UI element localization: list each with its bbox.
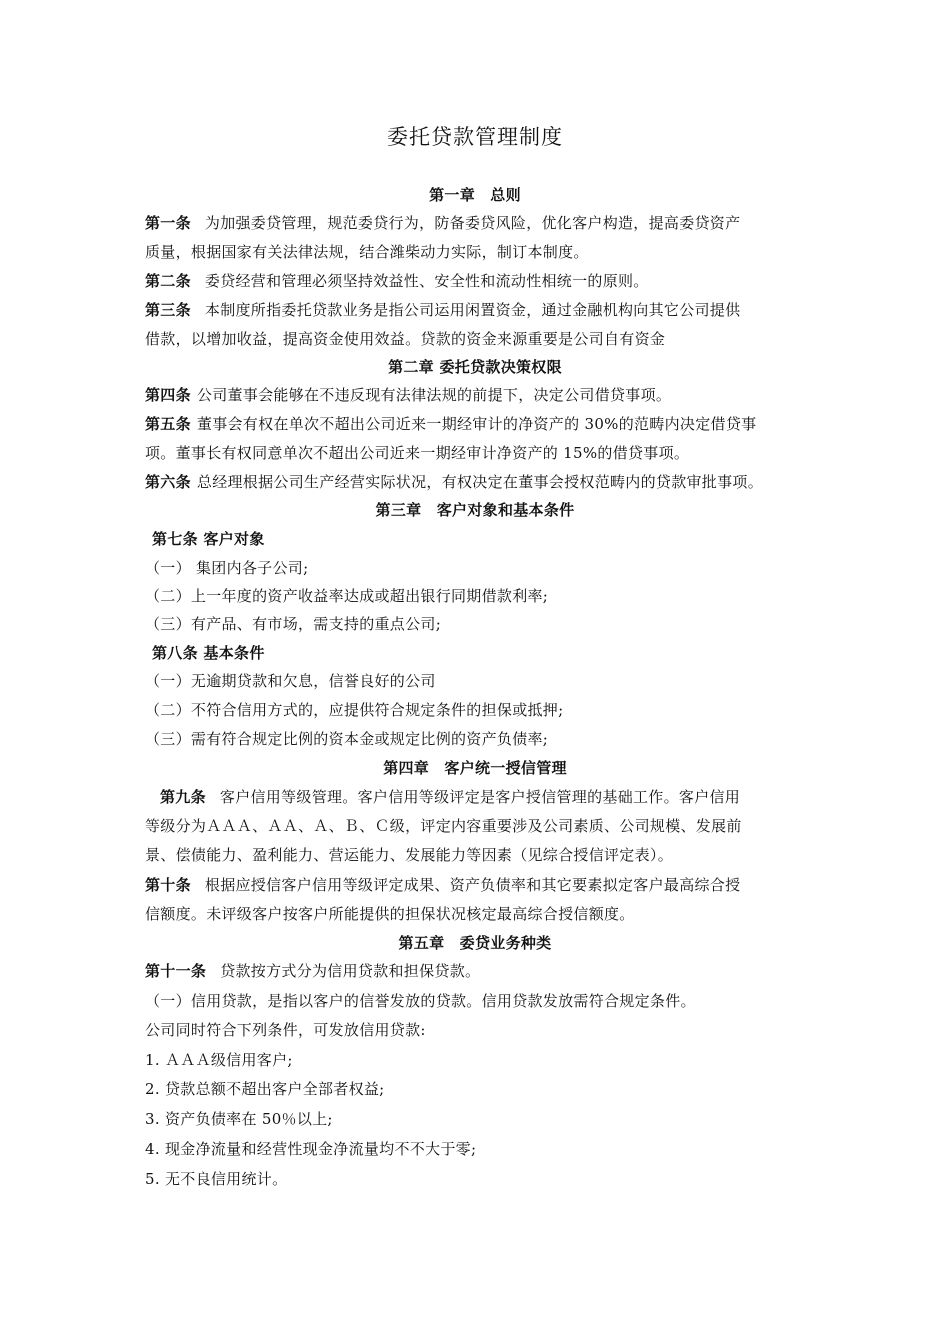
document-title: 委托贷款管理制度 <box>387 125 563 149</box>
article-8-item-3: （三）需有符合规定比例的资本金或规定比例的资产负债率; <box>145 730 549 748</box>
article-6 <box>145 471 825 493</box>
article-4-label: 第四条 <box>145 386 191 404</box>
credit-loan-conditions-intro: 公司同时符合下列条件，可发放信用贷款: <box>145 1021 426 1039</box>
article-9-line-1 <box>160 786 840 808</box>
article-7-item-2: （二）上一年度的资产收益率达成或超出银行同期借款利率; <box>145 587 549 605</box>
article-5-line-1 <box>145 413 825 435</box>
article-10-text: 根据应授信客户信用等级评定成果、资产负债率和其它要素拟定客户最高综合授 <box>204 876 741 894</box>
condition-item-3: 3. 资产负债率在 50％以上; <box>145 1110 333 1128</box>
article-8-heading: 第八条 基本条件 <box>152 644 265 662</box>
article-10-line-1 <box>145 874 825 896</box>
article-2 <box>145 270 825 292</box>
article-3-text: 本制度所指委托贷款业务是指公司运用闲置资金，通过金融机构向其它公司提供 <box>204 301 741 319</box>
article-9-text: 客户信用等级管理。客户信用等级评定是客户授信管理的基础工作。客户信用 <box>219 788 741 806</box>
article-1-text: 为加强委贷管理，规范委贷行为，防备委贷风险，优化客户构造，提高委贷资产 <box>204 214 741 232</box>
article-3-line-1 <box>145 299 825 321</box>
article-1-line-1 <box>145 212 825 234</box>
article-7-item-1: （一） 集团内各子公司; <box>145 559 309 577</box>
article-3-line-2: 借款，以增加收益，提高资金使用效益。贷款的资金来源重要是公司自有资金 <box>145 330 666 348</box>
article-2-label: 第二条 <box>145 272 191 290</box>
article-10-label: 第十条 <box>145 876 191 894</box>
chapter-1-heading: 第一章 总则 <box>429 186 521 204</box>
article-3-label: 第三条 <box>145 301 191 319</box>
condition-item-4: 4. 现金净流量和经营性现金净流量均不不大于零; <box>145 1140 477 1158</box>
article-9-line-2: 等级分为ＡＡＡ、ＡＡ、Ａ、Ｂ、Ｃ级，评定内容重要涉及公司素质、公司规模、发展前 <box>145 817 742 835</box>
chapter-2-heading: 第二章 委托贷款决策权限 <box>388 358 562 376</box>
article-8-item-2: （二）不符合信用方式的，应提供符合规定条件的担保或抵押; <box>145 701 564 719</box>
article-5-label: 第五条 <box>145 415 191 433</box>
article-9-line-3: 景、偿债能力、盈利能力、营运能力、发展能力等因素（见综合授信评定表）。 <box>145 846 674 864</box>
article-1-label: 第一条 <box>145 214 191 232</box>
article-10-line-2: 信额度。未评级客户按客户所能提供的担保状况核定最高综合授信额度。 <box>145 905 635 923</box>
article-11-text: 贷款按方式分为信用贷款和担保贷款。 <box>220 962 481 980</box>
condition-item-5: 5. 无不良信用统计。 <box>145 1170 288 1188</box>
article-4-text: 公司董事会能够在不违反现有法律法规的前提下，决定公司借贷事项。 <box>196 386 672 404</box>
article-2-text: 委贷经营和管理必须坚持效益性、安全性和流动性相统一的原则。 <box>204 272 649 290</box>
condition-item-2: 2. 贷款总额不超出客户全部者权益; <box>145 1080 385 1098</box>
article-5-line-2: 项。董事长有权同意单次不超出公司近来一期经审计净资产的 15%的借贷事项。 <box>145 444 690 462</box>
chapter-3-heading: 第三章 客户对象和基本条件 <box>375 501 575 519</box>
article-1-line-2: 质量，根据国家有关法律法规，结合潍柴动力实际，制订本制度。 <box>145 243 589 261</box>
article-7-item-3: （三）有产品、有市场，需支持的重点公司; <box>145 615 442 633</box>
article-6-text: 总经理根据公司生产经营实际状况，有权决定在董事会授权范畴内的贷款审批事项。 <box>196 473 764 491</box>
credit-loan-definition: （一）信用贷款，是指以客户的信誉发放的贷款。信用贷款发放需符合规定条件。 <box>145 992 696 1010</box>
article-8-item-1: （一）无逾期贷款和欠息，信誉良好的公司 <box>145 672 436 690</box>
condition-item-1: 1. ＡＡＡ级信用客户; <box>145 1051 293 1069</box>
article-11-label: 第十一条 <box>145 962 207 980</box>
article-6-label: 第六条 <box>145 473 191 491</box>
chapter-4-heading: 第四章 客户统一授信管理 <box>383 759 567 777</box>
article-11 <box>145 960 825 982</box>
article-7-heading: 第七条 客户对象 <box>152 530 265 548</box>
article-5-text: 董事会有权在单次不超出公司近来一期经审计的净资产的 30%的范畴内决定借贷事 <box>196 415 757 433</box>
chapter-5-heading: 第五章 委贷业务种类 <box>398 934 552 952</box>
article-4 <box>145 384 825 406</box>
article-9-label: 第九条 <box>160 788 206 806</box>
